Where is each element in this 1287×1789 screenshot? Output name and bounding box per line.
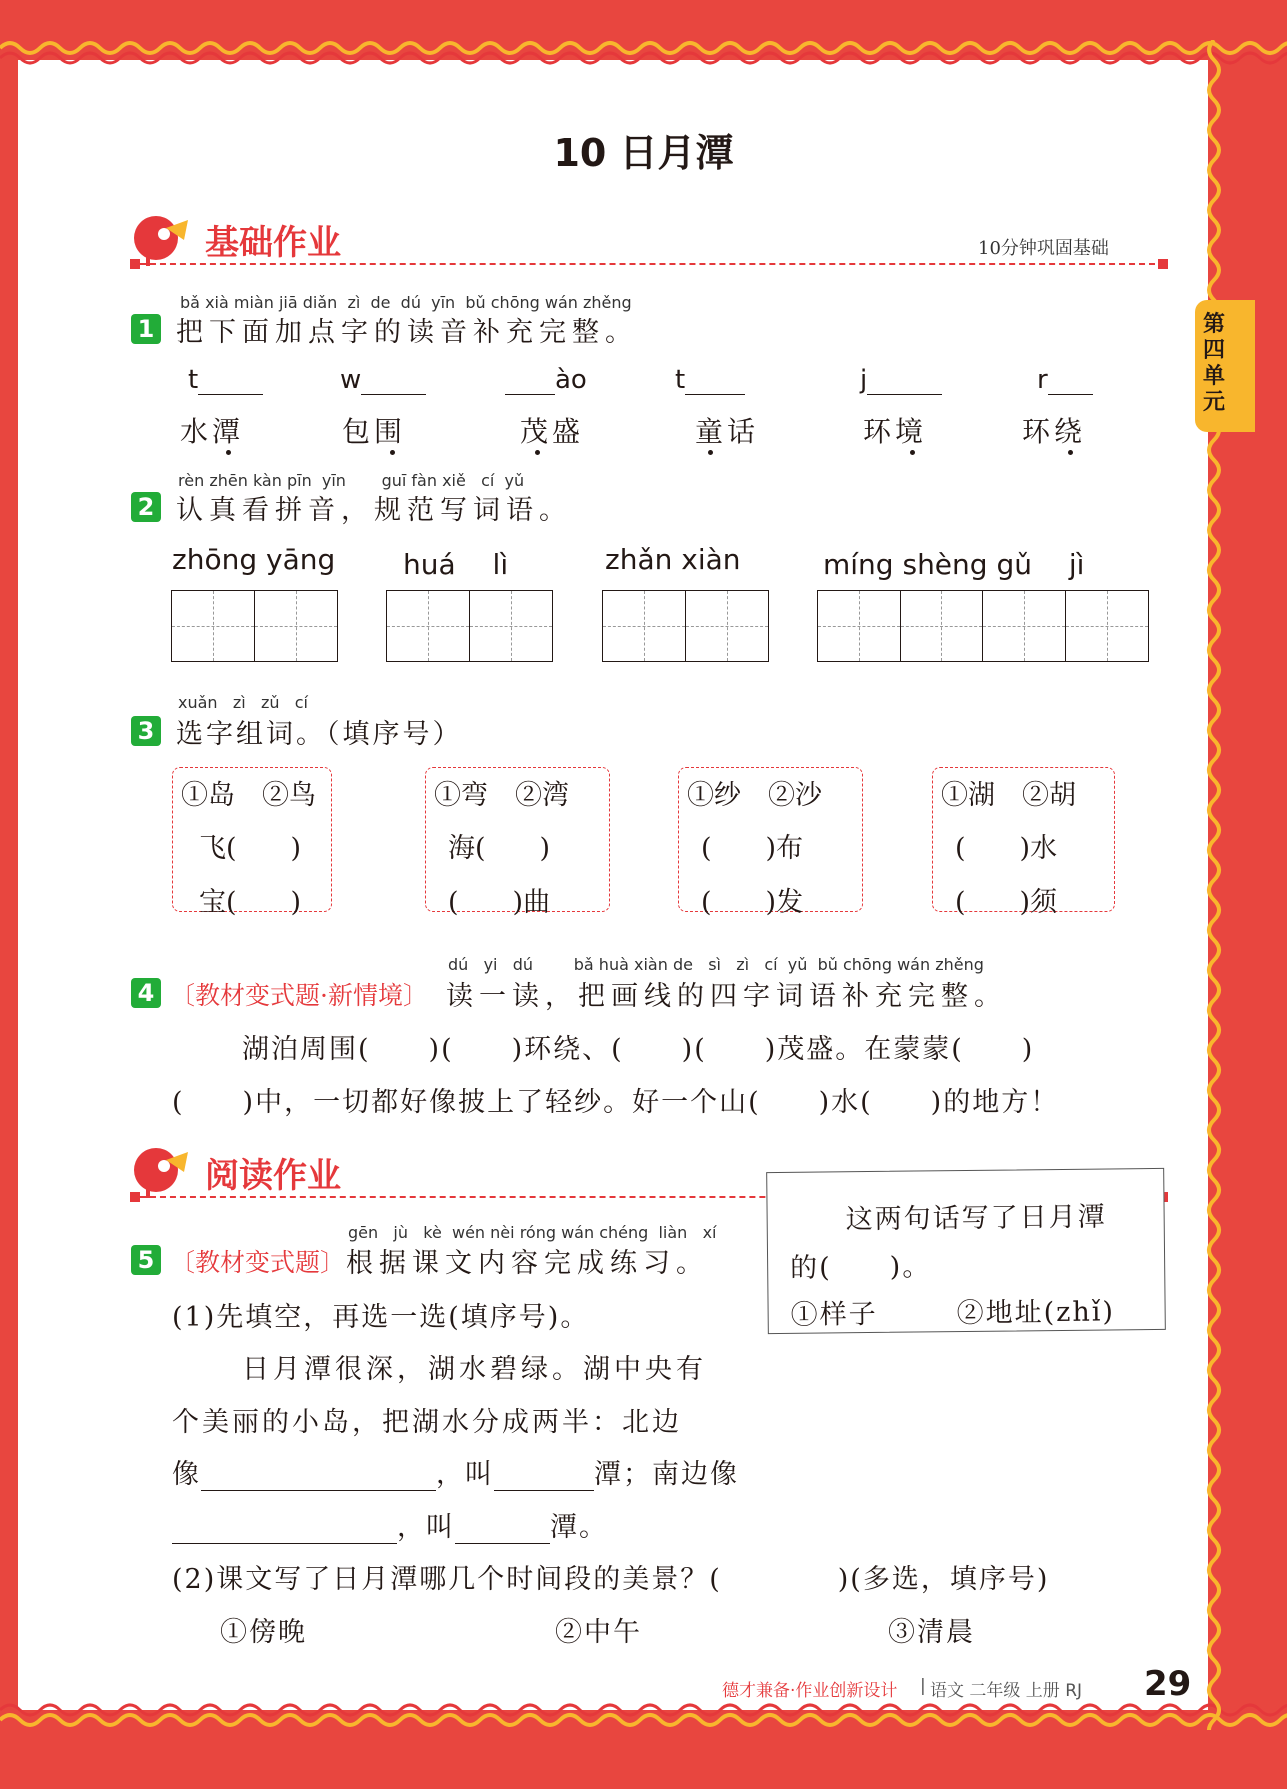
q3-instruction: 选字组词。（填序号） <box>176 719 463 750</box>
q1-hint-2: w <box>340 365 426 395</box>
q5-option-1: ①傍晚 <box>220 1617 307 1648</box>
q3-box-2-options: ①弯 ②湾 <box>434 780 569 811</box>
section-basic-title: 基础作业 <box>205 223 341 263</box>
q5-note-option-2: ②地址(zhǐ) <box>956 1296 1116 1330</box>
q1-word-1: 水潭 <box>180 415 245 448</box>
q3-box-1-line-2[interactable]: 宝( ) <box>199 887 302 918</box>
unit-side-tab-label: 第四单元 <box>1203 312 1226 415</box>
q4-passage-line-1[interactable]: 湖泊周围( )( )环绕、( )( )茂盛。在蒙蒙( ) <box>242 1034 1035 1065</box>
q1-dot-2 <box>390 450 395 455</box>
q3-box-4-line-1[interactable]: ( )水 <box>955 833 1058 864</box>
q1-hint-6: r <box>1037 365 1093 395</box>
q2-pinyin-word-4: míng shèng gǔ jì <box>823 548 1085 581</box>
q1-dot-6 <box>1068 450 1073 455</box>
q5-note-option-1: ①样子 <box>790 1298 878 1331</box>
q5-number-badge: 5 <box>131 1245 161 1275</box>
q4-instruction: 读一读，把画线的四字词语补充完整。 <box>446 981 1007 1012</box>
q2-pinyin: rèn zhēn kàn pīn yīn guī fàn xiě cí yǔ <box>178 471 525 490</box>
q3-box-3-options: ①纱 ②沙 <box>687 780 822 811</box>
q1-word-3: 茂盛 <box>520 415 585 448</box>
q1-word-2: 包围 <box>342 415 407 448</box>
q1-hint-1: t <box>188 365 263 395</box>
q3-box-1-options: ①岛 ②鸟 <box>181 780 316 811</box>
q3-box-3 <box>678 767 863 918</box>
q3-box-4-line-2[interactable]: ( )须 <box>955 887 1058 918</box>
q3-box-3-line-2[interactable]: ( )发 <box>701 887 804 918</box>
q5-option-2: ②中午 <box>555 1617 642 1648</box>
q5-instruction: 根据课文内容完成练习。 <box>346 1248 709 1279</box>
footer-brand: 德才兼备·作业创新设计 <box>722 1681 898 1701</box>
q5-tag: 〔教材变式题〕 <box>170 1248 346 1277</box>
q4-number-badge: 4 <box>131 978 161 1008</box>
q1-hint-3: ào <box>505 365 587 395</box>
q1-dot-3 <box>535 450 540 455</box>
q5-passage-line-3[interactable]: 像 ，叫 潭；南边像 <box>172 1459 739 1490</box>
q2-number-badge: 2 <box>131 492 161 522</box>
q5-sub1-prompt: (1)先填空，再选一选(填序号)。 <box>172 1302 590 1333</box>
q3-box-1-line-1[interactable]: 飞( ) <box>199 833 302 864</box>
divider-end-left <box>130 259 140 269</box>
q3-box-2 <box>425 767 610 918</box>
q1-word-6: 环绕 <box>1022 415 1087 448</box>
q1-hint-5: j <box>860 365 942 395</box>
q4-pinyin: dú yi dú bǎ huà xiàn de sì zì cí yǔ bǔ chōng wán zhěng <box>448 955 984 974</box>
q3-number-badge: 3 <box>131 716 161 746</box>
q2-pinyin-word-3: zhǎn xiàn <box>605 543 741 576</box>
q3-box-4-options: ①湖 ②胡 <box>941 780 1076 811</box>
right-wave-border <box>1202 40 1242 1730</box>
page-number: 29 <box>1144 1664 1192 1704</box>
red-lantern-icon <box>130 1142 190 1198</box>
q5-sub2-prompt[interactable]: (2)课文写了日月潭哪几个时间段的美景？( )(多选，填序号) <box>172 1564 1050 1595</box>
q5-pinyin: gēn jù kè wén nèi róng wán chéng liàn xí <box>348 1223 717 1242</box>
footer-divider: | <box>920 1676 926 1696</box>
q1-dot-5 <box>910 450 915 455</box>
q5-note-line-1: 这两句话写了日月潭 <box>845 1201 1107 1236</box>
footer-info: 语文 二年级 上册 RJ <box>930 1681 1083 1701</box>
q5-option-3: ③清晨 <box>888 1617 975 1648</box>
unit-side-tab <box>1195 300 1255 432</box>
q3-box-2-line-2[interactable]: ( )曲 <box>448 887 551 918</box>
q1-dot-1 <box>226 450 231 455</box>
q4-passage-line-2[interactable]: ( )中，一切都好像披上了轻纱。好一个山( )水( )的地方！ <box>172 1087 1060 1118</box>
bottom-wave-border <box>0 1700 1287 1740</box>
q2-writing-grid-3[interactable] <box>602 590 769 662</box>
q1-hint-4: t <box>675 365 745 395</box>
q3-box-2-line-1[interactable]: 海( ) <box>448 833 551 864</box>
section-reading-title: 阅读作业 <box>205 1156 341 1196</box>
top-wave-border <box>0 38 1287 78</box>
q5-passage-line-4[interactable]: ，叫 潭。 <box>172 1505 608 1544</box>
q2-writing-grid-4[interactable] <box>817 590 1149 662</box>
red-lantern-icon <box>130 210 190 266</box>
q3-box-1 <box>172 767 332 918</box>
q2-pinyin-word-2: huá lì <box>403 548 509 581</box>
q4-tag: 〔教材变式题·新情境〕 <box>170 981 428 1010</box>
q5-note-box <box>766 1168 1166 1334</box>
divider-end-left <box>130 1192 140 1202</box>
q1-instruction: 把下面加点字的读音补充完整。 <box>176 317 638 348</box>
q2-pinyin-word-1: zhōng yāng <box>172 543 336 576</box>
q2-instruction: 认真看拼音，规范写词语。 <box>176 495 572 526</box>
q1-dot-4 <box>708 450 713 455</box>
q5-note-line-2[interactable]: 的( )。 <box>790 1251 932 1284</box>
q1-number-badge: 1 <box>131 314 161 344</box>
section-basic-divider <box>130 263 1165 265</box>
q5-passage-line-2: 个美丽的小岛，把湖水分成两半：北边 <box>172 1407 682 1438</box>
q5-passage-line-1: 日月潭很深，湖水碧绿。湖中央有 <box>242 1354 707 1385</box>
section-basic-note: 10分钟巩固基础 <box>978 238 1109 259</box>
q3-box-3-line-1[interactable]: ( )布 <box>701 833 804 864</box>
q1-word-5: 环境 <box>863 415 928 448</box>
q3-box-4 <box>932 767 1115 918</box>
q3-pinyin: xuǎn zì zǔ cí <box>178 693 308 712</box>
q1-word-4: 童话 <box>695 415 760 448</box>
q1-pinyin: bǎ xià miàn jiā diǎn zì de dú yīn bǔ chōng wán zhěng <box>180 293 632 312</box>
q2-writing-grid-2[interactable] <box>386 590 553 662</box>
q2-writing-grid-1[interactable] <box>171 590 338 662</box>
divider-end-right <box>1158 259 1168 269</box>
page-title: 10 日月潭 <box>553 131 734 175</box>
